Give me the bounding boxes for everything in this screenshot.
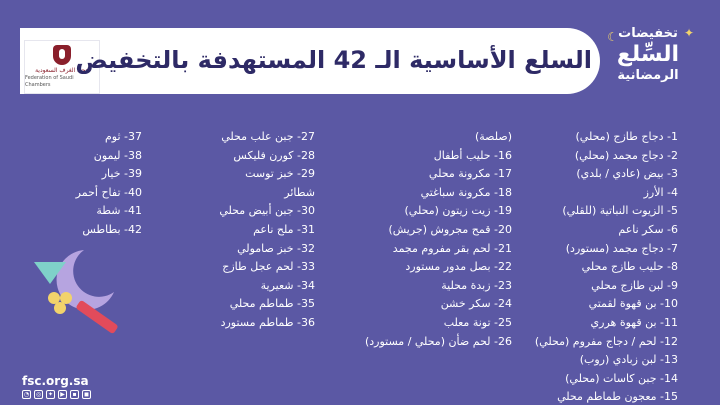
list-item: 14- جبن كاسات (محلي) bbox=[565, 371, 678, 385]
list-item: 40- تفاح أحمر bbox=[75, 185, 142, 199]
instagram-icon[interactable]: ◎ bbox=[35, 390, 42, 398]
facebook-icon[interactable]: ◼ bbox=[82, 390, 91, 399]
logo-text-ar: اتحاد الغرف السعودية bbox=[35, 67, 89, 74]
list-item: 37- ثوم bbox=[104, 130, 142, 143]
logo-text-en: Federation of Saudi Chambers bbox=[25, 75, 74, 88]
items-column-3 bbox=[155, 128, 315, 333]
list-item: 22- بصل مدور مستورد bbox=[405, 260, 512, 274]
list-item: 31- ملح ناعم bbox=[253, 222, 315, 236]
list-item: 38- ليمون bbox=[93, 148, 142, 162]
list-item: 20- قمح مجروش (جريش) bbox=[388, 222, 512, 236]
page-title: السلع الأساسية الـ 42 المستهدفة بالتخفيض bbox=[75, 46, 592, 74]
list-item: 30- جبن أبيض محلي bbox=[219, 204, 315, 218]
list-item: 41- شطة bbox=[96, 204, 142, 218]
twitter-icon[interactable]: ✦ bbox=[47, 390, 54, 398]
crescent-icon: ☾ bbox=[607, 30, 618, 44]
linkedin-icon[interactable]: ▪ bbox=[70, 390, 79, 399]
list-item: 27- جبن علب محلي bbox=[221, 130, 315, 143]
list-item: 6- سكر ناعم bbox=[618, 222, 678, 236]
ramadan-brand bbox=[600, 26, 696, 96]
list-item: 33- لحم عجل طازج bbox=[222, 260, 315, 274]
list-item: 35- طماطم محلي bbox=[229, 297, 315, 311]
list-item: شطائر bbox=[284, 185, 315, 199]
list-item: 10- بن قهوة لقمتي bbox=[588, 297, 678, 311]
list-item: 25- تونة معلب bbox=[443, 315, 512, 329]
list-item: 5- الزيوت النباتية (للقلي) bbox=[562, 204, 678, 218]
list-item: 32- خبز صامولي bbox=[237, 241, 315, 255]
list-item: 21- لحم بقر مفروم مجمد bbox=[392, 241, 512, 255]
social-icons bbox=[22, 390, 91, 399]
list-item: 42- بطاطس bbox=[82, 222, 142, 236]
list-item: 16- حليب أطفال bbox=[433, 148, 512, 162]
list-item: 18- مكرونة سباغتي bbox=[420, 185, 512, 199]
brand-line-3: الرمضانية bbox=[617, 68, 679, 83]
list-item: 2- دجاج مجمد (محلي) bbox=[574, 148, 678, 162]
federation-logo-icon bbox=[53, 45, 71, 65]
list-item: 29- خبز توست bbox=[245, 167, 315, 181]
list-item: 39- خيار bbox=[101, 167, 142, 181]
youtube-icon[interactable]: ▶ bbox=[58, 390, 67, 399]
list-item: 23- زبدة محلية bbox=[441, 278, 512, 292]
list-item: 4- الأرز bbox=[643, 185, 678, 199]
brand-line-1: تخفيضات bbox=[618, 26, 678, 41]
brand-line-2: السِّلع bbox=[616, 42, 680, 67]
dot-shape bbox=[48, 292, 60, 304]
list-item: 12- لحم / دجاج مفروم (محلي) bbox=[534, 334, 678, 348]
list-item: 13- لبن زبادي (روب) bbox=[579, 353, 678, 367]
snapchat-icon[interactable]: ◔ bbox=[23, 390, 30, 398]
decorative-shapes bbox=[14, 240, 144, 370]
items-column-4 bbox=[22, 128, 142, 240]
list-item: 28- كورن فليكس bbox=[233, 148, 315, 162]
list-item: 11- بن قهوة هرري bbox=[590, 315, 678, 329]
items-column-1 bbox=[518, 128, 678, 405]
list-item: 36- طماطم مستورد bbox=[220, 315, 315, 329]
list-item: 19- زيت زيتون (محلي) bbox=[404, 204, 512, 218]
list-item: 26- لحم ضأن (محلي / مستورد) bbox=[364, 334, 512, 348]
star-icon: ✦ bbox=[683, 26, 694, 40]
list-item: 7- دجاج مجمد (مستورد) bbox=[565, 241, 678, 255]
list-item: 15- معجون طماطم محلي bbox=[557, 390, 678, 404]
list-item: 3- بيض (عادي / بلدي) bbox=[576, 167, 678, 181]
dot-shape bbox=[60, 292, 72, 304]
list-item: (صلصة) bbox=[474, 130, 512, 143]
list-item: 8- حليب طازج محلي bbox=[581, 260, 678, 274]
list-item: 9- لبن طازج محلي bbox=[591, 278, 678, 292]
items-column-2 bbox=[352, 128, 512, 351]
dot-shape bbox=[54, 302, 66, 314]
list-item: 34- شعيرية bbox=[260, 278, 315, 292]
list-item: 1- دجاج طازج (محلي) bbox=[575, 130, 678, 143]
list-item: 17- مكرونة محلي bbox=[428, 167, 512, 181]
website-link[interactable]: fsc.org.sa bbox=[22, 374, 89, 388]
list-item: 24- سكر خشن bbox=[440, 297, 512, 311]
